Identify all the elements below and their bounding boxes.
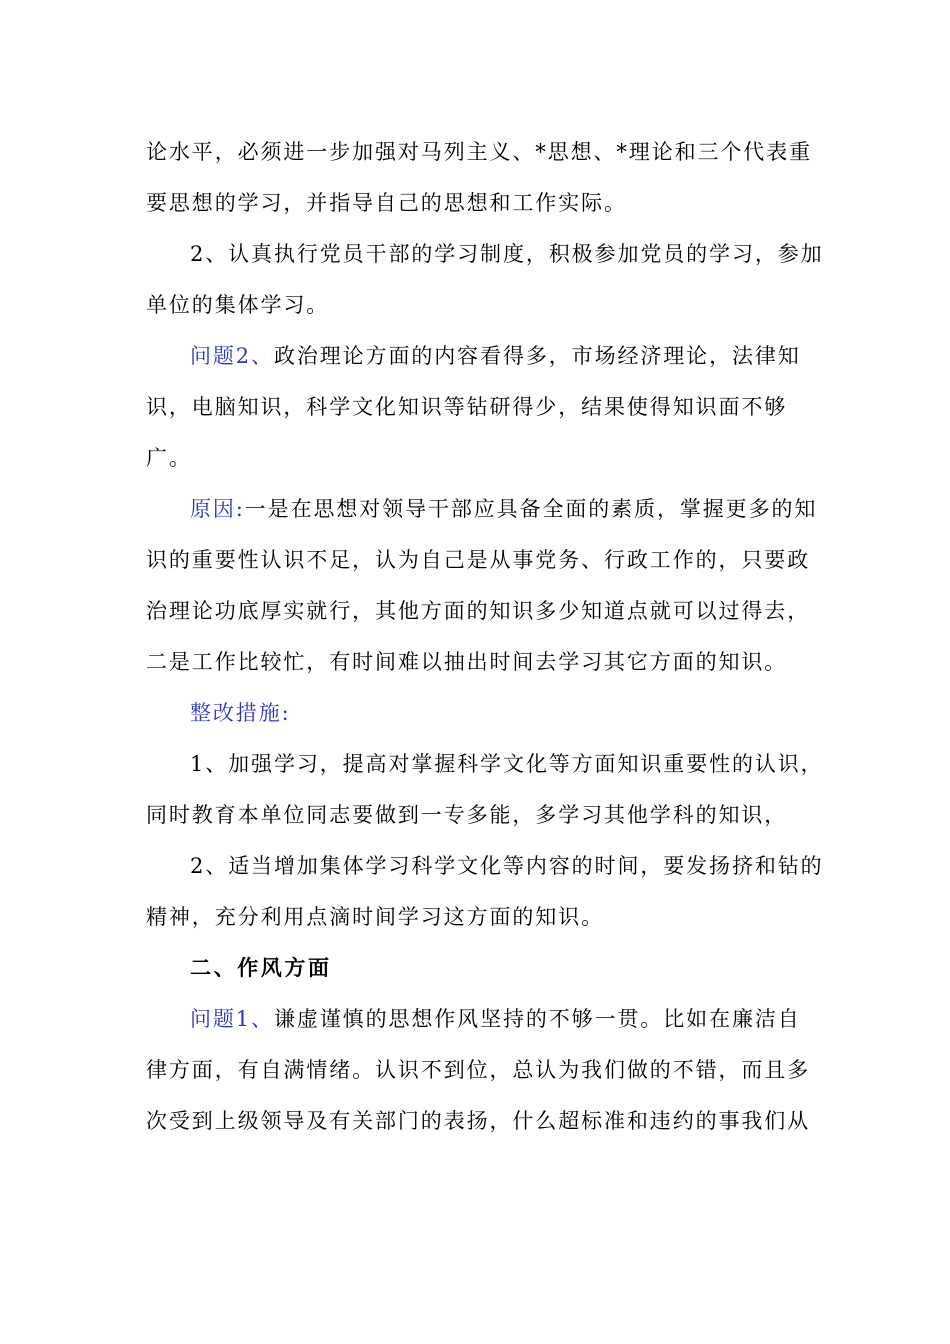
paragraph-line bbox=[146, 137, 812, 167]
paragraph-line bbox=[190, 749, 824, 779]
line-text: 1、加强学习，提高对掌握科学文化等方面知识重要性的认识， bbox=[190, 752, 824, 776]
paragraph-line bbox=[190, 851, 824, 881]
problem-label: 问题1、 bbox=[190, 1007, 274, 1031]
line-text: 要思想的学习，并指导自己的思想和工作实际。 bbox=[146, 191, 627, 215]
paragraph-line bbox=[146, 545, 810, 575]
line-text: 律方面，有自满情绪。认识不到位，总认为我们做的不错，而且多 bbox=[146, 1058, 811, 1082]
paragraph-line bbox=[190, 341, 801, 371]
paragraph-line bbox=[190, 1004, 801, 1034]
line-text: 2、认真执行党员干部的学习制度，积极参加党员的学习，参加 bbox=[190, 242, 824, 266]
line-text: 同时教育本单位同志要做到一专多能，多学习其他学科的知识， bbox=[146, 803, 788, 827]
line-text: 广。 bbox=[146, 446, 192, 470]
paragraph-line bbox=[146, 1055, 810, 1085]
line-text: 次受到上级领导及有关部门的表扬，什么超标准和违约的事我们从 bbox=[146, 1109, 811, 1133]
line-text: 一是在思想对领导干部应具备全面的素质，掌握更多的知 bbox=[244, 497, 818, 521]
paragraph-line bbox=[146, 443, 192, 473]
section-heading bbox=[190, 953, 332, 983]
paragraph-line bbox=[146, 290, 329, 320]
paragraph-line bbox=[190, 494, 817, 524]
line-text: 治理论功底厚实就行，其他方面的知识多少知道点就可以过得去， bbox=[146, 599, 811, 623]
problem-label: 问题2、 bbox=[190, 344, 274, 368]
paragraph-line bbox=[146, 647, 787, 677]
measures-label: 整改措施: bbox=[190, 701, 291, 725]
paragraph-line bbox=[146, 392, 787, 422]
line-text: 单位的集体学习。 bbox=[146, 293, 330, 317]
paragraph-line bbox=[146, 800, 787, 830]
reason-label: 原因: bbox=[190, 497, 245, 521]
section-heading-text: 二、作风方面 bbox=[190, 956, 332, 980]
line-text: 二是工作比较忙，有时间难以抽出时间去学习其它方面的知识。 bbox=[146, 650, 788, 674]
line-text: 2、适当增加集体学习科学文化等内容的时间，要发扬挤和钻的 bbox=[190, 854, 824, 878]
paragraph-line bbox=[146, 188, 627, 218]
paragraph-line bbox=[146, 596, 810, 626]
line-text: 政治理论方面的内容看得多，市场经济理论，法律知 bbox=[273, 344, 801, 368]
line-text: 精神，充分利用点滴时间学习这方面的知识。 bbox=[146, 905, 604, 929]
line-text: 识的重要性认识不足，认为自己是从事党务、行政工作的，只要政 bbox=[146, 548, 811, 572]
paragraph-line bbox=[190, 239, 824, 269]
line-text: 识，电脑知识，科学文化知识等钻研得少，结果使得知识面不够 bbox=[146, 395, 788, 419]
paragraph-line bbox=[146, 1106, 810, 1136]
paragraph-line bbox=[190, 698, 291, 728]
line-text: 论水平，必须进一步加强对马列主义、*思想、*理论和三个代表重 bbox=[146, 140, 812, 164]
paragraph-line bbox=[146, 902, 604, 932]
line-text: 谦虚谨慎的思想作风坚持的不够一贯。比如在廉洁自 bbox=[273, 1007, 801, 1031]
